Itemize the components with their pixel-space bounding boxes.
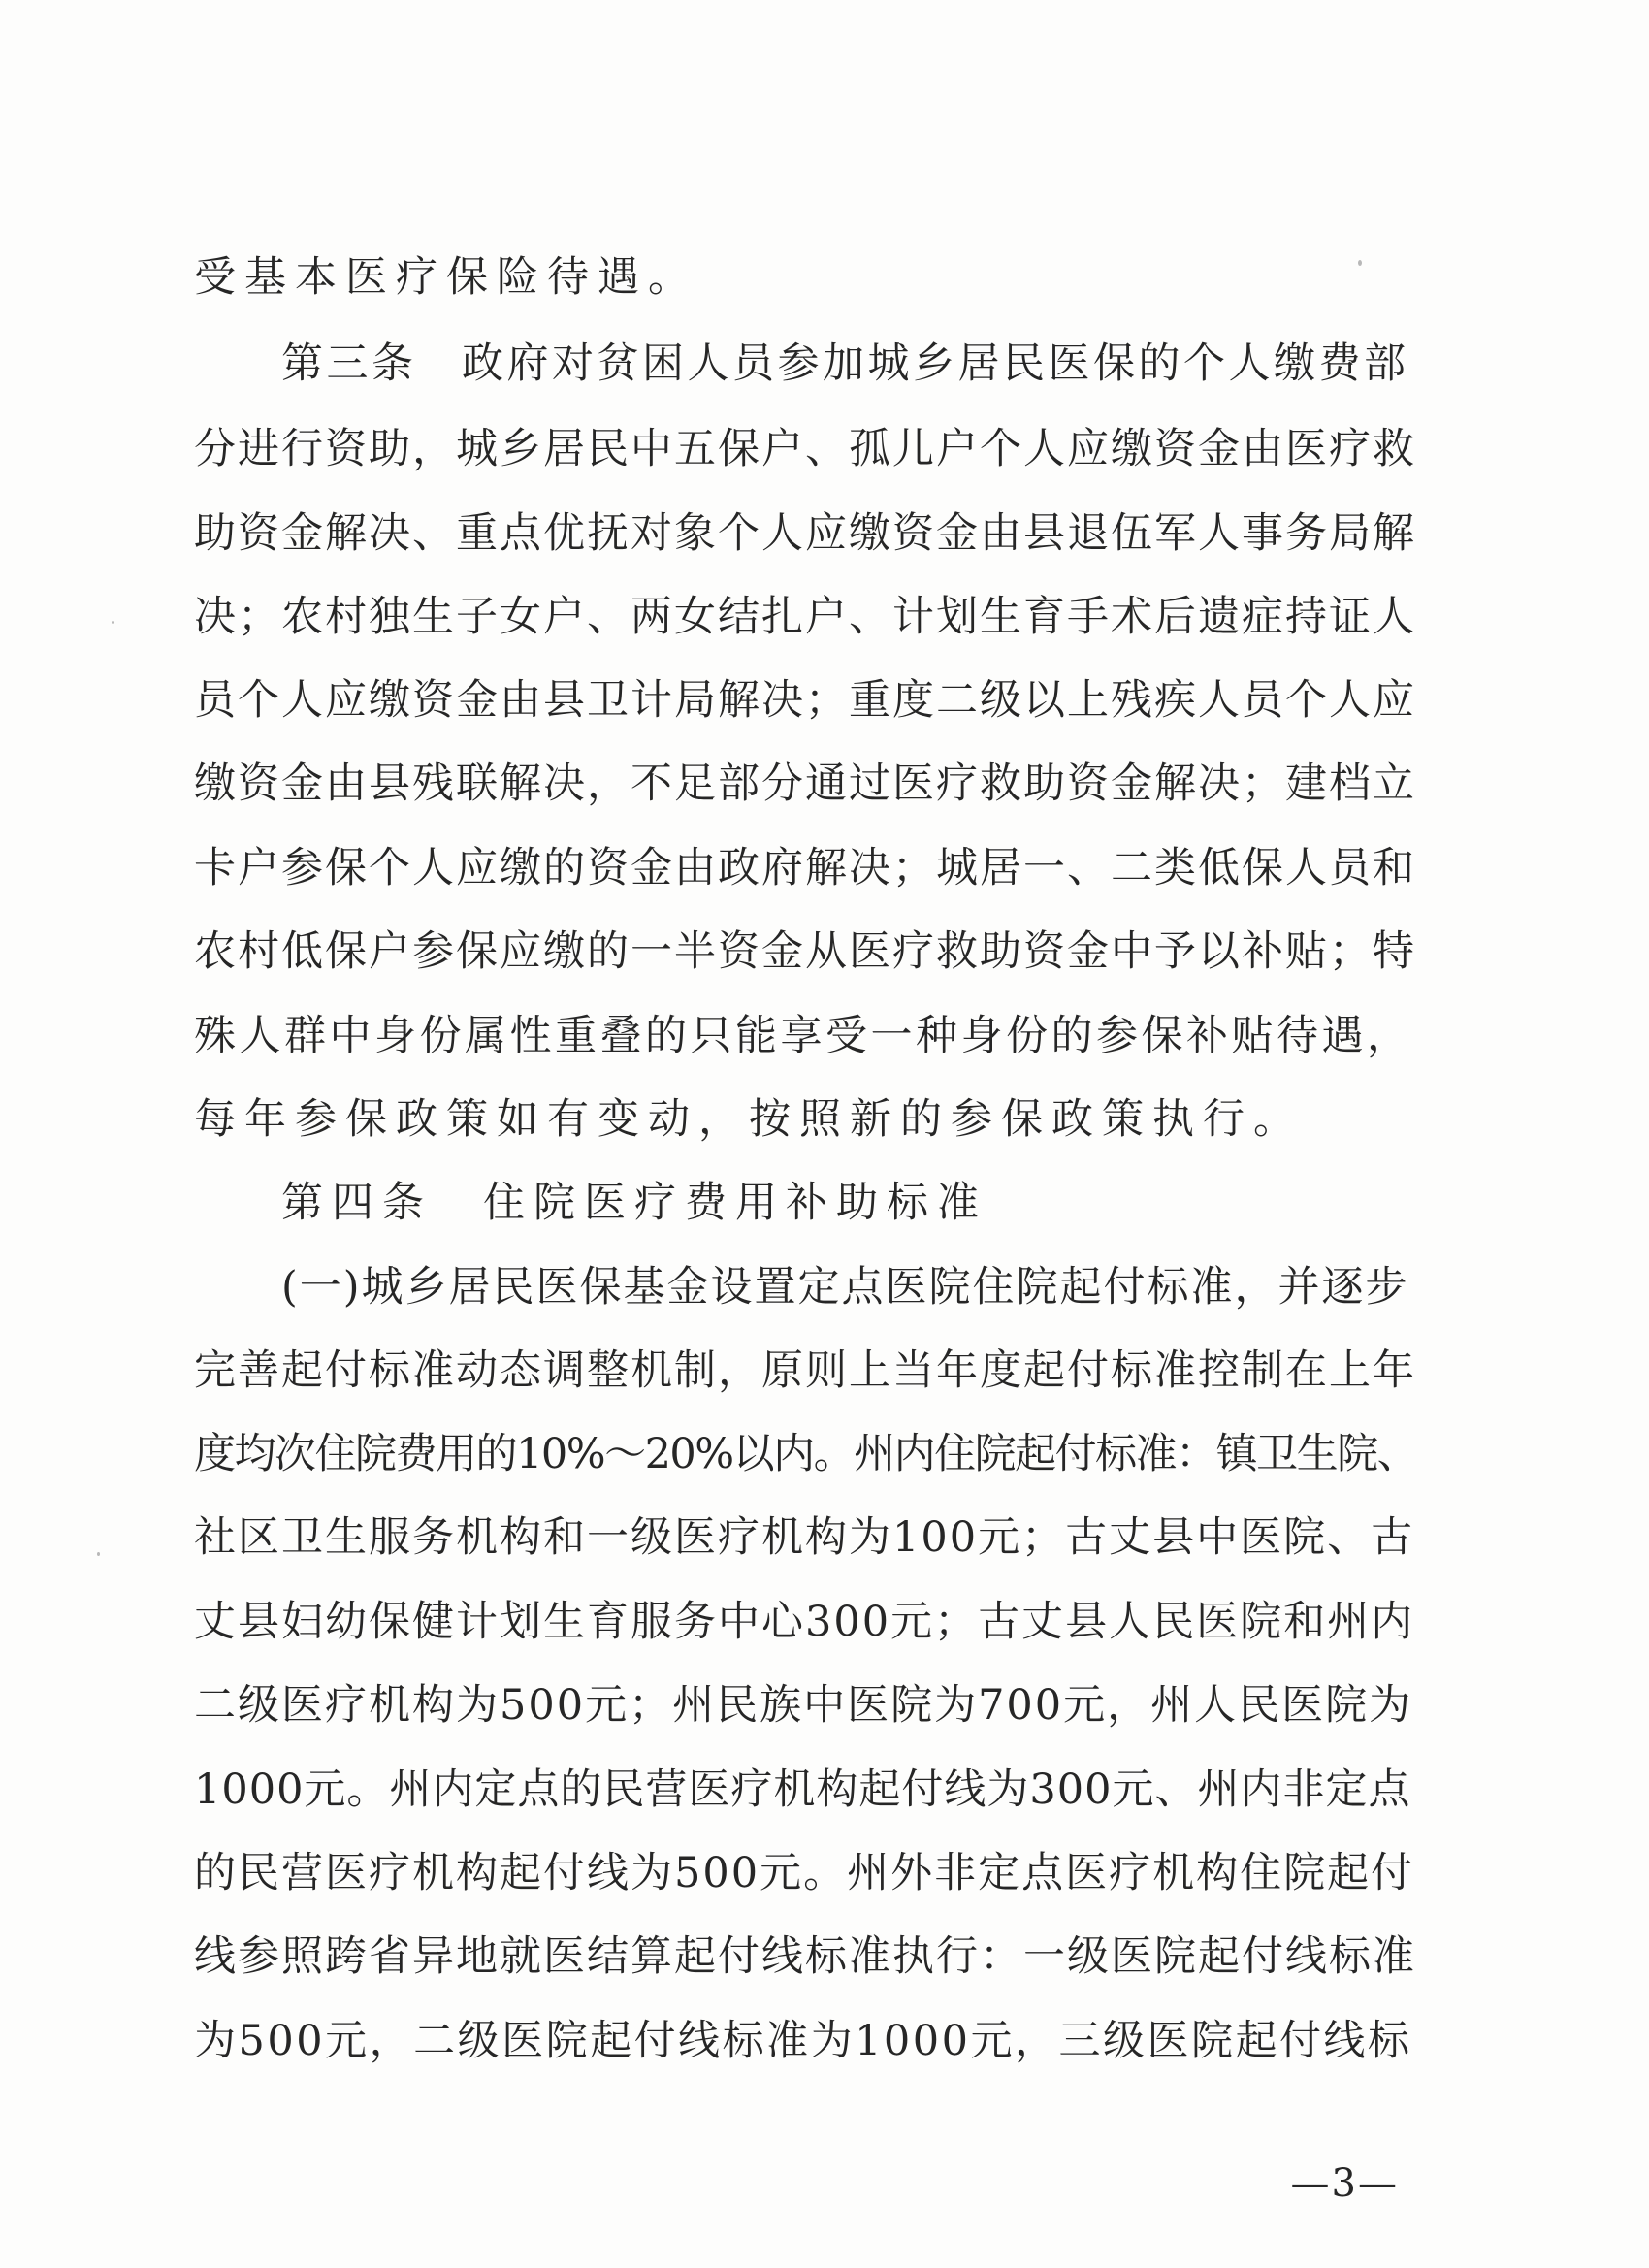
- body-text-line: 二级医疗机构为500元；州民族中医院为700元，州人民医院为: [194, 1681, 1413, 1730]
- body-text-line: 完善起付标准动态调整机制，原则上当年度起付标准控制在上年: [194, 1346, 1416, 1395]
- body-text-line: (一)城乡居民医保基金设置定点医院住院起付标准，并逐步: [281, 1263, 1409, 1312]
- scan-speck: [112, 621, 114, 624]
- body-text-line: 度均次住院费用的10%～20%以内。州内住院起付标准：镇卫生院、: [194, 1430, 1418, 1478]
- scan-speck: [97, 1552, 100, 1556]
- body-text-line: 殊人群中身份属性重叠的只能享受一种身份的参保补贴待遇，: [194, 1012, 1412, 1060]
- body-text-line: 线参照跨省异地就医结算起付线标准执行：一级医院起付线标准: [194, 1932, 1416, 1981]
- body-text-line: 的民营医疗机构起付线为500元。州外非定点医疗机构住院起付: [194, 1849, 1415, 1897]
- section-heading-line: 第四条 住院医疗费用补助标准: [281, 1179, 987, 1227]
- body-text-line: 社区卫生服务机构和一级医疗机构为100元；古丈县中医院、古: [194, 1513, 1415, 1562]
- body-text-line: 员个人应缴资金由县卫计局解决；重度二级以上残疾人员个人应: [194, 676, 1416, 725]
- body-text-line: 1000元。州内定点的民营医疗机构起付线为300元、州内非定点: [194, 1766, 1411, 1814]
- body-text-line: 缴资金由县残联解决，不足部分通过医疗救助资金解决；建档立: [194, 760, 1416, 808]
- body-text-line: 农村低保户参保应缴的一半资金从医疗救助资金中予以补贴；特: [194, 927, 1416, 976]
- body-text-line: 受基本医疗保险待遇。: [194, 253, 698, 302]
- body-text-line: 为500元，二级医院起付线标准为1000元，三级医院起付线标: [194, 2017, 1412, 2065]
- body-text-line: 助资金解决、重点优抚对象个人应缴资金由县退伍军人事务局解: [194, 509, 1416, 558]
- page-number: —3—: [1290, 2161, 1399, 2206]
- body-text-line: 丈县妇幼保健计划生育服务中心300元；古丈县人民医院和州内: [194, 1598, 1415, 1646]
- body-text-line: 卡户参保个人应缴的资金由政府解决；城居一、二类低保人员和: [194, 844, 1416, 892]
- body-text-line: 第三条 政府对贫困人员参加城乡居民医保的个人缴费部: [281, 340, 1409, 388]
- body-text-line: 分进行资助，城乡居民中五保户、孤儿户个人应缴资金由医疗救: [194, 425, 1416, 473]
- body-text-line: 决；农村独生子女户、两女结扎户、计划生育手术后遗症持证人: [194, 593, 1416, 641]
- scan-speck: [1358, 260, 1362, 266]
- body-text-line: 每年参保政策如有变动，按照新的参保政策执行。: [194, 1095, 1304, 1144]
